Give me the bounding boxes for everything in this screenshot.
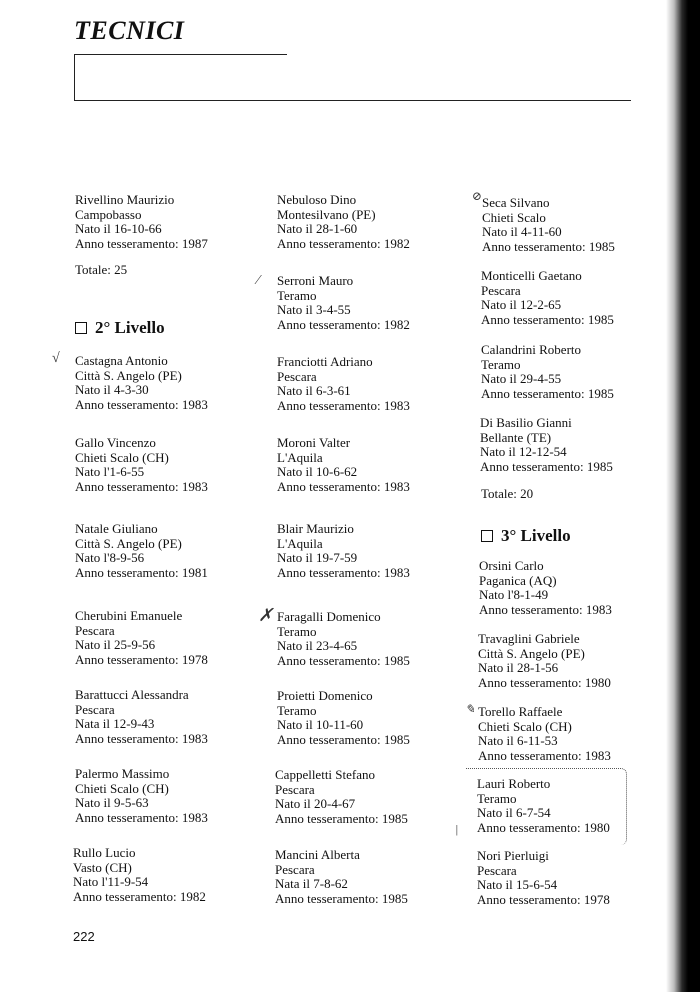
person-name: Calandrini Roberto [481, 342, 582, 357]
list-item [275, 848, 408, 906]
person-city: Teramo [481, 356, 521, 372]
person-birth: Nato il 12-12-54 [480, 444, 567, 460]
person-registration: Anno tesseramento: 1983 [277, 478, 410, 494]
person-registration: Anno tesseramento: 1980 [478, 674, 611, 690]
section-total: Totale: 20 [481, 486, 534, 501]
list-item [75, 609, 208, 667]
person-birth: Nato l'8-1-49 [479, 587, 549, 603]
section-heading-level-2 [75, 318, 165, 338]
list-item [478, 632, 611, 690]
person-city: L'Aquila [277, 449, 323, 465]
person-birth: Nata il 7-8-62 [275, 876, 348, 892]
person-registration: Anno tesseramento: 1980 [477, 819, 610, 835]
person-birth: Nato il 6-7-54 [477, 805, 551, 821]
person-birth: Nato il 20-4-67 [275, 796, 356, 812]
handwritten-mark-icon: ✎ [465, 702, 476, 716]
person-registration: Anno tesseramento: 1978 [477, 891, 610, 907]
person-birth: Nato il 15-6-54 [477, 877, 558, 893]
person-registration: Anno tesseramento: 1983 [478, 747, 611, 763]
person-name: Torello Raffaele [478, 704, 563, 719]
person-registration: Anno tesseramento: 1985 [481, 385, 614, 401]
list-item [481, 343, 614, 401]
person-name: Cherubini Emanuele [75, 608, 183, 623]
person-birth: Nato il 3-4-55 [277, 302, 351, 318]
person-registration: Anno tesseramento: 1983 [277, 397, 410, 413]
list-item [477, 777, 610, 835]
person-birth: Nato il 28-1-56 [478, 660, 559, 676]
person-registration: Anno tesseramento: 1982 [277, 235, 410, 251]
person-registration: Anno tesseramento: 1983 [277, 564, 410, 580]
person-city: Teramo [277, 623, 317, 639]
list-item [480, 416, 613, 474]
list-item [275, 768, 408, 826]
person-birth: Nato il 25-9-56 [75, 637, 156, 653]
person-city: Paganica (AQ) [479, 572, 557, 588]
person-birth: Nato il 16-10-66 [75, 221, 162, 237]
person-name: Serroni Mauro [277, 273, 354, 288]
person-registration: Anno tesseramento: 1983 [75, 396, 208, 412]
person-name: Natale Giuliano [75, 521, 158, 536]
list-item [75, 436, 208, 494]
handwritten-mark-icon: ✗ [258, 605, 274, 625]
person-registration: Anno tesseramento: 1985 [482, 238, 615, 254]
person-name: Lauri Roberto [477, 776, 551, 791]
person-birth: Nato l'1-6-55 [75, 464, 145, 480]
person-name: Rivellino Maurizio [75, 192, 175, 207]
person-city: Pescara [477, 862, 517, 878]
person-city: Città S. Angelo (PE) [478, 645, 585, 661]
person-name: Franciotti Adriano [277, 354, 373, 369]
section-heading-label: 2° Livello [95, 318, 165, 337]
person-name: Cappelletti Stefano [275, 767, 376, 782]
person-name: Blair Maurizio [277, 521, 354, 536]
person-city: Teramo [277, 287, 317, 303]
person-city: Pescara [75, 622, 115, 638]
person-registration: Anno tesseramento: 1978 [75, 651, 208, 667]
list-item [277, 355, 410, 413]
list-item [75, 688, 208, 746]
person-registration: Anno tesseramento: 1987 [75, 235, 208, 251]
handwritten-mark-icon: ⁄ [257, 273, 260, 288]
handwritten-mark-icon: ⊘ [472, 189, 483, 203]
list-item [75, 193, 208, 251]
checkbox-icon [481, 530, 493, 542]
person-registration: Anno tesseramento: 1983 [75, 478, 208, 494]
person-birth: Nato il 9-5-63 [75, 795, 149, 811]
title-frame [74, 54, 631, 101]
person-name: Mancini Alberta [275, 847, 360, 862]
person-registration: Anno tesseramento: 1983 [75, 730, 208, 746]
section-heading-level-3 [481, 526, 571, 546]
person-name: Rullo Lucio [73, 845, 136, 860]
section-heading-label: 3° Livello [501, 526, 571, 545]
person-city: Pescara [75, 701, 115, 717]
person-name: Gallo Vincenzo [75, 435, 156, 450]
person-city: Città S. Angelo (PE) [75, 535, 182, 551]
person-city: Pescara [277, 368, 317, 384]
person-name: Travaglini Gabriele [478, 631, 580, 646]
person-city: Chieti Scalo (CH) [75, 780, 169, 796]
list-item [477, 849, 610, 907]
list-item [479, 559, 612, 617]
person-birth: Nato l'8-9-56 [75, 550, 145, 566]
section-total: Totale: 25 [75, 262, 128, 277]
person-birth: Nato l'11-9-54 [73, 874, 149, 890]
list-item [277, 193, 410, 251]
person-city: Vasto (CH) [73, 859, 132, 875]
list-item [277, 689, 410, 747]
person-city: Città S. Angelo (PE) [75, 367, 182, 383]
person-registration: Anno tesseramento: 1985 [275, 890, 408, 906]
person-birth: Nato il 6-11-53 [478, 733, 558, 749]
list-item [277, 610, 410, 668]
checkbox-icon [75, 322, 87, 334]
person-birth: Nato il 6-3-61 [277, 383, 351, 399]
person-city: Teramo [277, 702, 317, 718]
person-city: Pescara [481, 282, 521, 298]
person-name: Palermo Massimo [75, 766, 170, 781]
list-item [482, 196, 615, 254]
person-registration: Anno tesseramento: 1985 [481, 311, 614, 327]
person-registration: Anno tesseramento: 1982 [277, 316, 410, 332]
person-name: Seca Silvano [482, 195, 550, 210]
person-city: Campobasso [75, 206, 142, 222]
handwritten-check-icon: √ [52, 351, 60, 366]
person-city: L'Aquila [277, 535, 323, 551]
list-item [277, 274, 410, 332]
person-city: Chieti Scalo (CH) [75, 449, 169, 465]
person-birth: Nato il 4-3-30 [75, 382, 149, 398]
person-birth: Nata il 12-9-43 [75, 716, 155, 732]
person-birth: Nato il 19-7-59 [277, 550, 358, 566]
list-item [277, 436, 410, 494]
person-name: Nori Pierluigi [477, 848, 549, 863]
person-name: Monticelli Gaetano [481, 268, 582, 283]
person-name: Orsini Carlo [479, 558, 544, 573]
person-city: Pescara [275, 861, 315, 877]
person-registration: Anno tesseramento: 1985 [277, 652, 410, 668]
person-birth: Nato il 29-4-55 [481, 371, 562, 387]
person-name: Di Basilio Gianni [480, 415, 572, 430]
list-item [73, 846, 206, 904]
person-name: Castagna Antonio [75, 353, 168, 368]
person-birth: Nato il 4-11-60 [482, 224, 562, 240]
book-binding-edge [648, 0, 700, 992]
list-item [478, 705, 611, 763]
person-registration: Anno tesseramento: 1981 [75, 564, 208, 580]
person-birth: Nato il 10-6-62 [277, 464, 358, 480]
person-name: Barattucci Alessandra [75, 687, 189, 702]
person-name: Faragalli Domenico [277, 609, 381, 624]
person-name: Nebuloso Dino [277, 192, 357, 207]
person-city: Bellante (TE) [480, 429, 552, 445]
list-item [277, 522, 410, 580]
person-birth: Nato il 10-11-60 [277, 717, 364, 733]
list-item [75, 522, 208, 580]
person-city: Teramo [477, 790, 517, 806]
handwritten-tick-icon: | [455, 822, 459, 836]
person-name: Proietti Domenico [277, 688, 373, 703]
person-city: Montesilvano (PE) [277, 206, 376, 222]
person-registration: Anno tesseramento: 1985 [480, 458, 613, 474]
person-registration: Anno tesseramento: 1982 [73, 888, 206, 904]
person-birth: Nato il 28-1-60 [277, 221, 358, 237]
page-number: 222 [73, 929, 95, 944]
person-city: Pescara [275, 781, 315, 797]
person-name: Moroni Valter [277, 435, 351, 450]
person-birth: Nato il 12-2-65 [481, 297, 562, 313]
person-registration: Anno tesseramento: 1985 [277, 731, 410, 747]
person-registration: Anno tesseramento: 1985 [275, 810, 408, 826]
page-title: TECNICI [74, 16, 185, 45]
person-birth: Nato il 23-4-65 [277, 638, 358, 654]
person-city: Chieti Scalo (CH) [478, 718, 572, 734]
list-item [75, 767, 208, 825]
person-city: Chieti Scalo [482, 209, 546, 225]
list-item [75, 354, 208, 412]
person-registration: Anno tesseramento: 1983 [75, 809, 208, 825]
person-registration: Anno tesseramento: 1983 [479, 601, 612, 617]
list-item [481, 269, 614, 327]
